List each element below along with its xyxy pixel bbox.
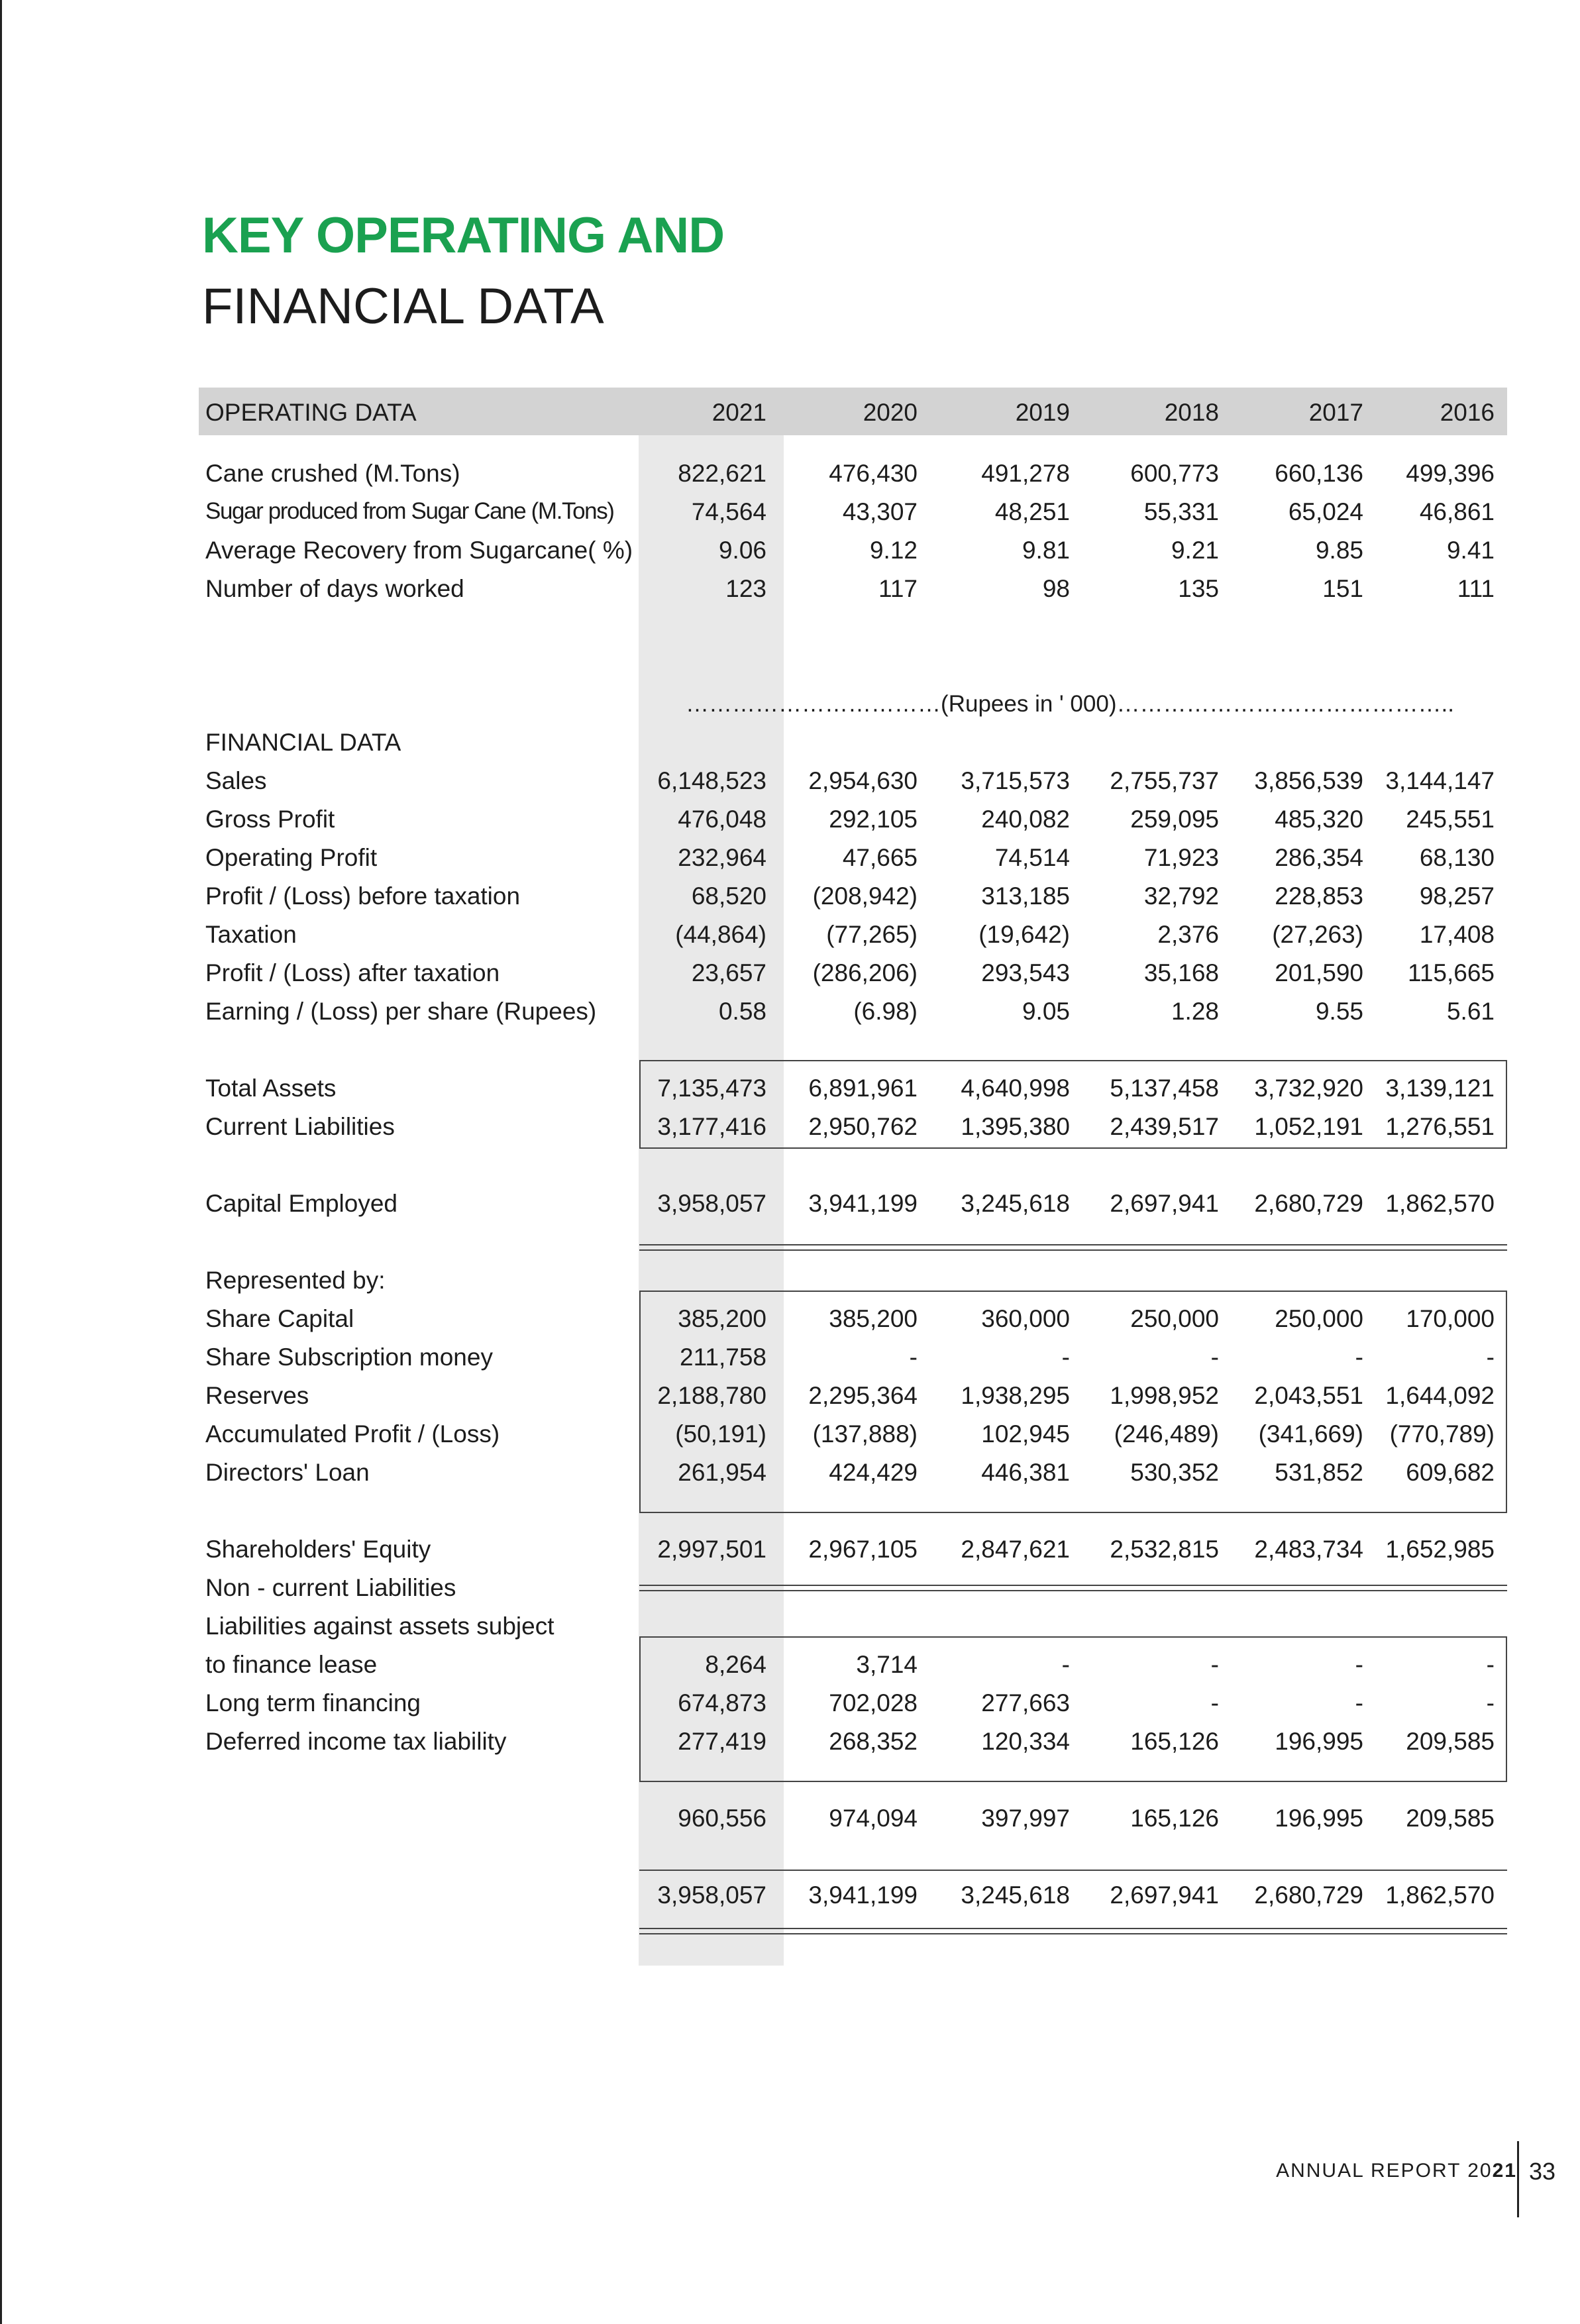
cell-value: (286,206) [812,959,918,986]
cell-value: 674,873 [678,1689,766,1717]
cell-value: 209,585 [1406,1728,1495,1755]
cell-value: 209,585 [1406,1805,1495,1832]
row-label: to finance lease [205,1651,378,1678]
cell-value: 9.81 [1022,537,1070,564]
cell-value: 600,773 [1130,460,1219,487]
operating-header-label: OPERATING DATA [205,399,417,426]
cell-value: 2,847,621 [961,1536,1070,1563]
double-rule [639,1933,1507,1934]
row-label: Current Liabilities [205,1113,395,1140]
row-label: Average Recovery from Sugarcane( %) [205,537,633,564]
table-row [0,992,1580,1031]
cell-value: 4,640,998 [961,1075,1070,1102]
cell-value: 232,964 [678,844,766,871]
cell-value: 660,136 [1275,460,1363,487]
year-header: 2021 [711,399,766,426]
table-row [0,839,1580,877]
cell-value: 360,000 [981,1305,1070,1332]
row-label: Sugar produced from Sugar Cane (M.Tons) [205,498,614,524]
cell-value: (246,489) [1114,1420,1219,1448]
footer-report-year: 21 [1492,2160,1517,2182]
cell-value: 1,395,380 [961,1113,1070,1140]
cell-value: 3,144,147 [1385,767,1495,794]
cell-value: 286,354 [1275,844,1363,871]
footer-report-label: ANNUAL REPORT 20 [1276,2160,1493,2182]
cell-value: 196,995 [1275,1805,1363,1832]
double-rule [639,1590,1507,1591]
cell-value: 1,862,570 [1385,1881,1495,1909]
cell-value: 1,998,952 [1110,1382,1219,1409]
cell-value: 102,945 [981,1420,1070,1448]
cell-value: 1,644,092 [1385,1382,1495,1409]
cell-value: 74,514 [994,844,1070,871]
cell-value: 9.12 [869,537,918,564]
table-row [0,1722,1580,1761]
cell-value: 3,941,199 [808,1190,918,1217]
row-label: Earning / (Loss) per share (Rupees) [205,998,597,1025]
cell-value: 5.61 [1446,998,1495,1025]
cell-value: 201,590 [1275,959,1363,986]
table-row [0,570,1580,608]
cell-value: 424,429 [829,1459,918,1486]
double-rule [639,1928,1507,1929]
cell-value: 2,950,762 [808,1113,918,1140]
table-row [0,1069,1580,1108]
cell-value: - [1210,1344,1219,1371]
cell-value: (50,191) [675,1420,766,1448]
cell-value: 2,755,737 [1110,767,1219,794]
row-label: Share Capital [205,1305,354,1332]
cell-value: 1,052,191 [1254,1113,1363,1140]
row-label: Sales [205,767,267,794]
total-rule [639,1870,1507,1871]
page-number: 33 [1529,2158,1556,2185]
row-label: Long term financing [205,1689,421,1717]
cell-value: 9.21 [1171,537,1219,564]
cell-value: 151 [1322,575,1363,602]
table-row [0,1300,1580,1338]
cell-value: - [909,1344,918,1371]
cell-value: 2,532,815 [1110,1536,1219,1563]
cell-value: 98 [1042,575,1070,602]
cell-value: - [1061,1344,1070,1371]
cell-value: - [1210,1651,1219,1678]
cell-value: 1,652,985 [1385,1536,1495,1563]
cell-value: - [1486,1651,1495,1678]
cell-value: - [1061,1651,1070,1678]
cell-value: 68,130 [1419,844,1495,871]
cell-value: 0.58 [718,998,766,1025]
financial-header-row [0,723,1580,762]
cell-value: 446,381 [981,1459,1070,1486]
cell-value: 5,137,458 [1110,1075,1219,1102]
cell-value: (77,265) [826,921,918,948]
cell-value: 2,697,941 [1110,1881,1219,1909]
cell-value: 485,320 [1275,806,1363,833]
table-row [0,1646,1580,1684]
cell-value: 397,997 [981,1805,1070,1832]
cell-value: 1,276,551 [1385,1113,1495,1140]
table-row [0,1108,1580,1146]
cell-value: 123 [725,575,766,602]
cell-value: 9.06 [718,537,766,564]
cell-value: (44,864) [675,921,766,948]
cell-value: - [1486,1344,1495,1371]
year-header: 2018 [1164,399,1219,426]
cell-value: 3,732,920 [1254,1075,1363,1102]
cell-value: 43,307 [842,498,918,525]
cell-value: 822,621 [678,460,766,487]
cell-value: 211,758 [680,1344,766,1371]
row-label: Cane crushed (M.Tons) [205,460,460,487]
year-header: 2019 [1015,399,1070,426]
cell-value: 9.55 [1315,998,1363,1025]
cell-value: 3,245,618 [961,1881,1070,1909]
cell-value: 476,048 [678,806,766,833]
represented-by-label: Represented by: [205,1267,386,1294]
year-header: 2020 [863,399,918,426]
cell-value: 117 [878,575,918,602]
rupees-unit-note: ……………………………(Rupees in ' 000)…………………………………….. [686,691,1454,717]
page-title-line1: KEY OPERATING AND [202,207,725,264]
cell-value: 245,551 [1406,806,1495,833]
non-current-total-row [0,1799,1580,1838]
cell-value: 268,352 [829,1728,918,1755]
cell-value: 499,396 [1406,460,1495,487]
cell-value: 702,028 [829,1689,918,1717]
cell-value: 71,923 [1143,844,1219,871]
page-edge-rule [0,0,2,2324]
cell-value: 68,520 [691,882,766,910]
cell-value: 3,139,121 [1385,1075,1495,1102]
non-current-header-label: Non - current Liabilities [205,1574,456,1601]
cell-value: 1.28 [1171,998,1219,1025]
cell-value: 1,862,570 [1385,1190,1495,1217]
cell-value: 9.05 [1022,998,1070,1025]
double-rule [639,1249,1507,1251]
cell-value: 47,665 [842,844,918,871]
cell-value: 2,697,941 [1110,1190,1219,1217]
cell-value: 8,264 [705,1651,766,1678]
table-row [0,800,1580,839]
cell-value: 385,200 [678,1305,766,1332]
double-rule [639,1585,1507,1586]
cell-value: 196,995 [1275,1728,1363,1755]
cell-value: 3,715,573 [961,767,1070,794]
cell-value: 292,105 [829,806,918,833]
cell-value: 3,245,618 [961,1190,1070,1217]
page-title-line2: FINANCIAL DATA [202,278,604,335]
cell-value: 2,954,630 [808,767,918,794]
cell-value: 74,564 [691,498,766,525]
row-label: Taxation [205,921,297,948]
cell-value: 2,483,734 [1254,1536,1363,1563]
cell-value: 250,000 [1130,1305,1219,1332]
cell-value: 165,126 [1130,1805,1219,1832]
non-current-header-row [0,1569,1580,1607]
table-row [0,1377,1580,1415]
cell-value: 120,334 [981,1728,1070,1755]
cell-value: 55,331 [1143,498,1219,525]
cell-value: 2,188,780 [657,1382,766,1409]
table-row [0,1684,1580,1722]
cell-value: 9.85 [1315,537,1363,564]
cell-value: 170,000 [1406,1305,1495,1332]
table-row [0,1453,1580,1492]
table-row [0,877,1580,916]
cell-value: 35,168 [1143,959,1219,986]
row-label: Capital Employed [205,1190,397,1217]
table-row [0,762,1580,800]
cell-value: 385,200 [829,1305,918,1332]
cell-value: 3,958,057 [657,1881,766,1909]
cell-value: 48,251 [994,498,1070,525]
cell-value: 277,419 [678,1728,766,1755]
cell-value: 165,126 [1130,1728,1219,1755]
cell-value: 609,682 [1406,1459,1495,1486]
cell-value: - [1355,1689,1363,1717]
cell-value: 531,852 [1275,1459,1363,1486]
cell-value: 960,556 [678,1805,766,1832]
cell-value: 2,376 [1157,921,1219,948]
row-label: Gross Profit [205,806,335,833]
cell-value: 293,543 [981,959,1070,986]
cell-value: (341,669) [1258,1420,1363,1448]
row-label: Profit / (Loss) after taxation [205,959,500,986]
cell-value: 277,663 [981,1689,1070,1717]
cell-value: 115,665 [1408,959,1495,986]
cell-value: 2,439,517 [1110,1113,1219,1140]
cell-value: 491,278 [981,460,1070,487]
table-row [0,493,1580,531]
cell-value: 98,257 [1419,882,1495,910]
cell-value: 2,043,551 [1254,1382,1363,1409]
cell-value: (137,888) [812,1420,918,1448]
cell-value: 23,657 [691,959,766,986]
shareholders-equity-row [0,1530,1580,1569]
cell-value: 250,000 [1275,1305,1363,1332]
operating-header-row [0,388,1580,426]
cell-value: 32,792 [1143,882,1219,910]
cell-value: 111 [1457,575,1495,602]
row-label: Accumulated Profit / (Loss) [205,1420,500,1448]
cell-value: 17,408 [1419,921,1495,948]
cell-value: 240,082 [981,806,1070,833]
table-row [0,454,1580,493]
cell-value: 3,856,539 [1254,767,1363,794]
cell-value: 3,714 [856,1651,918,1678]
cell-value: 135 [1178,575,1219,602]
cell-value: 2,997,501 [657,1536,766,1563]
row-label: Deferred income tax liability [205,1728,507,1755]
cell-value: 530,352 [1130,1459,1219,1486]
year-header: 2016 [1440,399,1495,426]
row-label: Profit / (Loss) before taxation [205,882,521,910]
capital-employed-row [0,1185,1580,1223]
row-label: Number of days worked [205,575,464,602]
year-header: 2017 [1308,399,1363,426]
cell-value: - [1355,1344,1363,1371]
cell-value: (208,942) [812,882,918,910]
cell-value: 3,177,416 [657,1113,766,1140]
cell-value: - [1355,1651,1363,1678]
cell-value: 974,094 [829,1805,918,1832]
double-rule [639,1244,1507,1245]
cell-value: 1,938,295 [961,1382,1070,1409]
cell-value: 2,680,729 [1254,1190,1363,1217]
table-row [0,954,1580,992]
cell-value: 6,891,961 [808,1075,918,1102]
cell-value: 2,295,364 [808,1382,918,1409]
cell-value: - [1210,1689,1219,1717]
row-label: Share Subscription money [205,1344,493,1371]
table-row [0,531,1580,570]
cell-value: 2,680,729 [1254,1881,1363,1909]
cell-value: 7,135,473 [657,1075,766,1102]
row-label: Liabilities against assets subject [205,1612,554,1640]
grand-total-row [0,1876,1580,1915]
cell-value: 228,853 [1275,882,1363,910]
footer-separator [1517,2141,1519,2217]
cell-value: 476,430 [829,460,918,487]
cell-value: 46,861 [1419,498,1495,525]
cell-value: 65,024 [1288,498,1363,525]
cell-value: 9.41 [1446,537,1495,564]
row-label: Total Assets [205,1075,337,1102]
annual-report-footer [1276,2160,1517,2182]
row-label: Shareholders' Equity [205,1536,431,1563]
cell-value: (770,789) [1389,1420,1495,1448]
cell-value: 259,095 [1130,806,1219,833]
cell-value: (6.98) [853,998,918,1025]
row-label: Directors' Loan [205,1459,370,1486]
table-row [0,1415,1580,1453]
row-label: Reserves [205,1382,309,1409]
row-label: Operating Profit [205,844,378,871]
cell-value: 6,148,523 [657,767,766,794]
cell-value: (19,642) [978,921,1070,948]
cell-value: (27,263) [1272,921,1363,948]
financial-header-label: FINANCIAL DATA [205,729,401,756]
cell-value: 313,185 [981,882,1070,910]
table-row [0,1338,1580,1377]
cell-value: 261,954 [678,1459,766,1486]
cell-value: - [1486,1689,1495,1717]
cell-value: 2,967,105 [808,1536,918,1563]
cell-value: 3,941,199 [808,1881,918,1909]
table-row [0,916,1580,954]
cell-value: 3,958,057 [657,1190,766,1217]
